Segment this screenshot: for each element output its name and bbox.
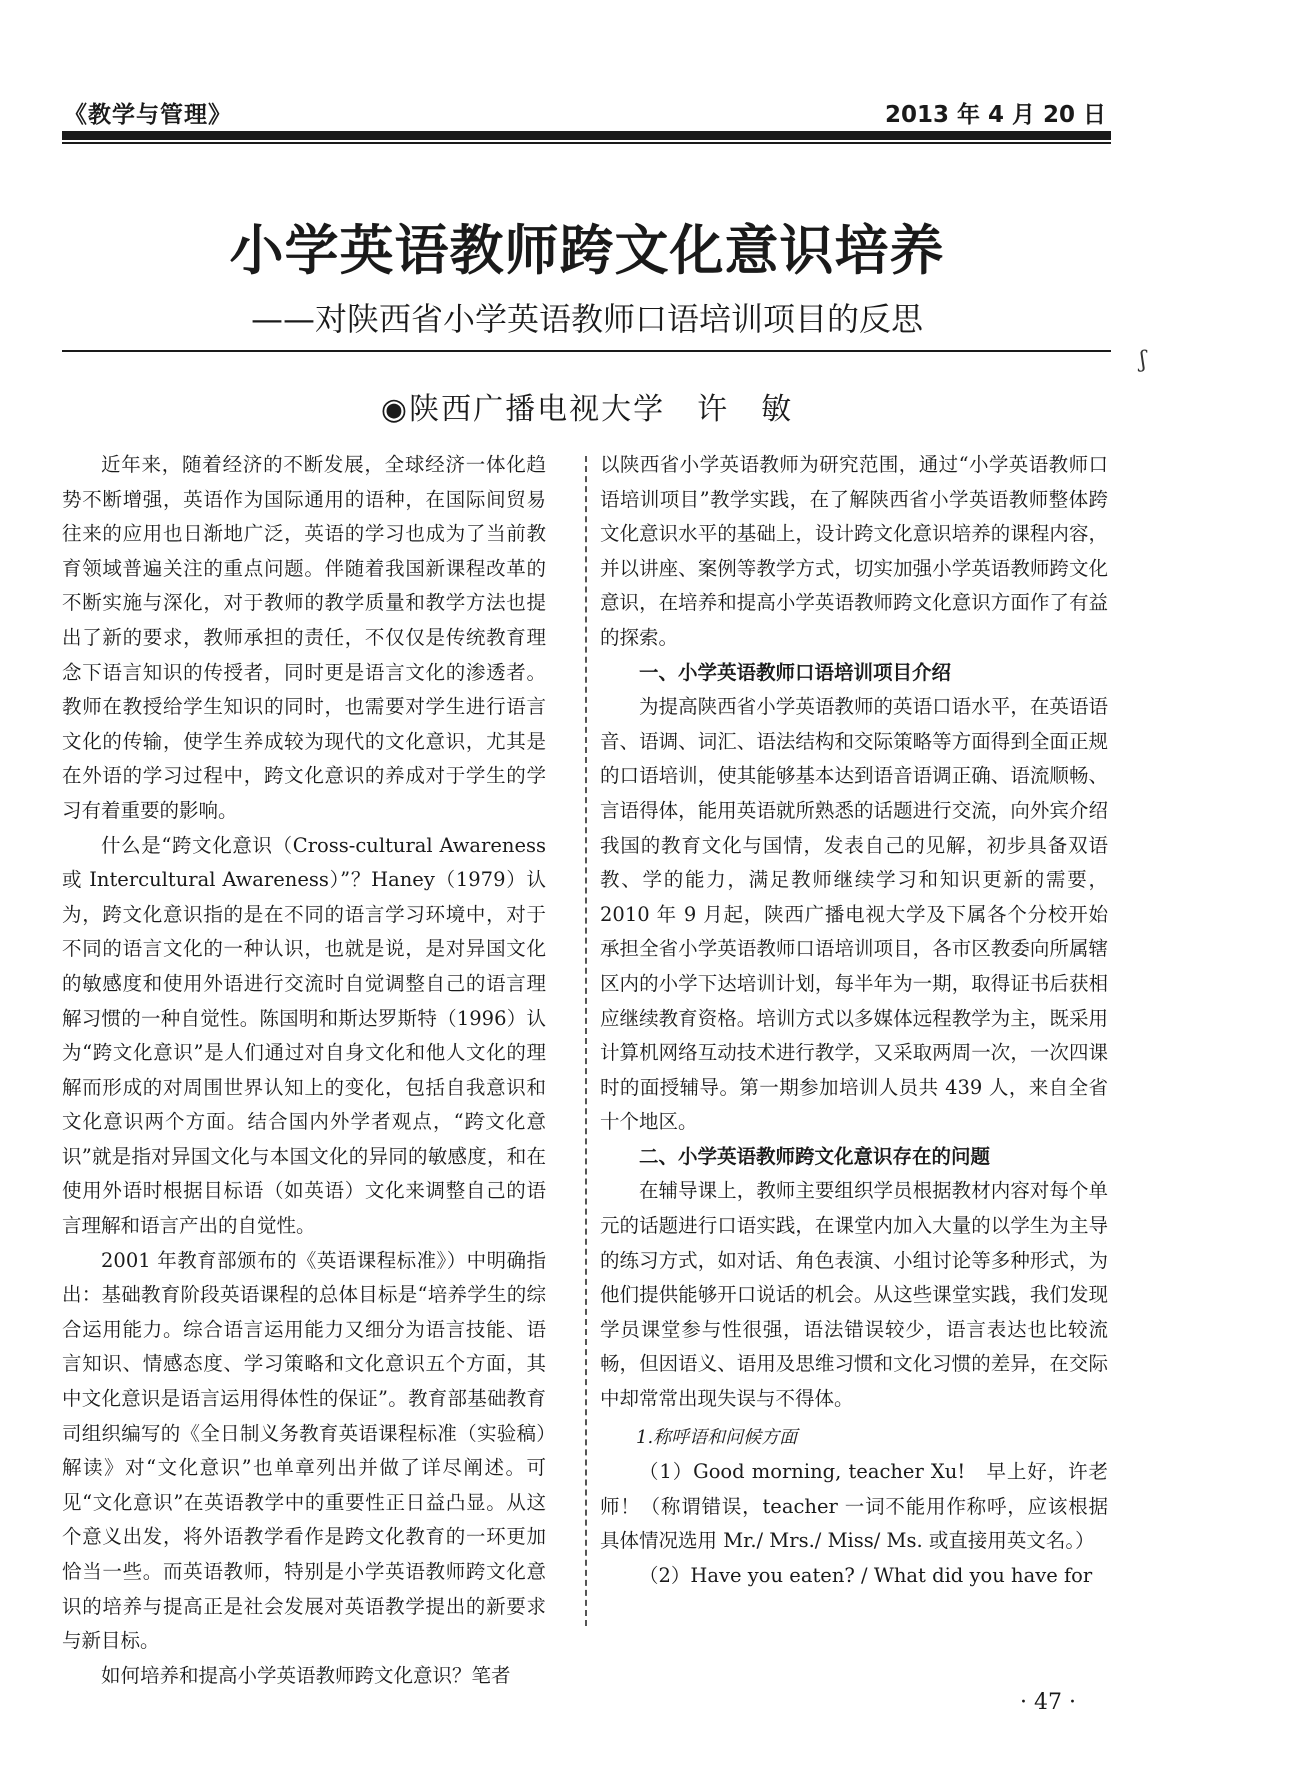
author-line: ◉陕西广播电视大学 许 敏 [380, 392, 794, 427]
page-number: · 47 · [1020, 1690, 1076, 1715]
header-rule-thick [62, 131, 1111, 140]
paragraph: 在辅导课上，教师主要组织学员根据教材内容对每个单元的话题进行口语实践，在课堂内加入大量的以学生为主导的练习方式，如对话、角色表演、小组讨论等多种形式，为他们提供能够开口说话的机会。从这些课堂实践，我们发现学员课堂参与性很强，语法错误较少，语言表达也比较流畅，但因语义、语用及思维习惯和文化习惯的差异，在交际中却常常出现失误与不得体。 [600, 1179, 1108, 1411]
title-rule [62, 350, 1111, 352]
paragraph: 什么是“跨文化意识（Cross-cultural Awareness 或 Intercultural Awareness）”？Haney（1979）认为，跨文化意识指的是在不同的语言学习环境中，对于不同的语言文化的一种认识，也就是说，是对异国文化的敏感度和使用外语进行交流时自觉调整自己的语言理解习惯的一种自觉性。陈国明和斯达罗斯特（1996）认为“跨文化意识”是人们通过对自身文化和他人文化的理解而形成的对周围世界认知上的变化，包括自我意识和文化意识两个方面。结合国内外学者观点，“跨文化意识”就是指对异国文化与本国文化的异同的敏感度，和在使用外语时根据目标语（如英语）文化来调整自己的语言理解和语言产出的自觉性。 [62, 833, 546, 1238]
paragraph: 2001 年教育部颁布的《英语课程标准》）中明确指出：基础教育阶段英语课程的总体目标是“培养学生的综合运用能力。综合语言运用能力又细分为语言技能、语言知识、情感态度、学习策略和文化意识五个方面，其中文化意识是语言运用得体性的保证”。教育部基础教育司组织编写的《全日制义务教育英语课程标准（实验稿）解读》对“文化意识”也单章列出并做了详尽阐述。可见“文化意识”在英语教学中的重要性正日益凸显。从这个意义出发，将外语教学看作是跨文化教育的一环更加恰当一些。而英语教师，特别是小学英语教师跨文化意识的培养与提高正是社会发展对英语教学提出的新要求与新目标。 [62, 1248, 546, 1653]
paragraph: （1）Good morning, teacher Xu! 早上好，许老师！（称谓错误，teacher 一词不能用作称呼，应该根据具体情况选用 Mr./ Mrs./ Miss/ Ms. 或直接用英文名。） [600, 1460, 1108, 1553]
journal-name: 《教学与管理》 [64, 102, 232, 128]
right-column [600, 448, 1108, 1594]
paragraph: 以陕西省小学英语教师为研究范围，通过“小学英语教师口语培训项目”教学实践，在了解陕西省小学英语教师整体跨文化意识水平的基础上，设计跨文化意识培养的课程内容，并以讲座、案例等教学方式，切实加强小学英语教师跨文化意识，在培养和提高小学英语教师跨文化意识方面作了有益的探索。 [600, 453, 1108, 649]
section-heading: 一、小学英语教师口语培训项目介绍 [639, 660, 952, 684]
article-title: 小学英语教师跨文化意识培养 [229, 218, 945, 282]
article-subtitle: ——对陕西省小学英语教师口语培训项目的反思 [250, 300, 923, 338]
stray-mark: ʃ [1140, 348, 1146, 373]
paragraph: 近年来，随着经济的不断发展，全球经济一体化趋势不断增强，英语作为国际通用的语种，在国际间贸易往来的应用也日渐地广泛，英语的学习也成为了当前教育领域普遍关注的重点问题。伴随着我国新课程改革的不断实施与深化，对于教师的教学质量和教学方法也提出了新的要求，教师承担的责任，不仅仅是传统教育理念下语言知识的传授者，同时更是语言文化的渗透者。教师在教授给学生知识的同时，也需要对学生进行语言文化的传输，使学生养成较为现代的文化意识，尤其是在外语的学习过程中，跨文化意识的养成对于学生的学习有着重要的影响。 [62, 453, 546, 822]
column-divider [585, 456, 587, 1626]
header-rule-thin [62, 142, 1111, 144]
paragraph: （2）Have you eaten? / What did you have for [639, 1564, 1093, 1587]
paragraph: 为提高陕西省小学英语教师的英语口语水平，在英语语音、语调、词汇、语法结构和交际策略等方面得到全面正规的口语培训，使其能够基本达到语音语调正确、语流顺畅、言语得体，能用英语就所熟悉的话题进行交流，向外宾介绍我国的教育文化与国情，发表自己的见解，初步具备双语教、学的能力，满足教师继续学习和知识更新的需要，2010 年 9 月起，陕西广播电视大学及下属各个分校开始承担全省小学英语教师口语培训项目，各市区教委向所属辖区内的小学下达培训计划，每半年为一期，取得证书后获相应继续教育资格。培训方式以多媒体远程教学为主，既采用计算机网络互动技术进行教学，又采取两周一次，一次四课时的面授辅导。第一期参加培训人员共 439 人，来自全省十个地区。 [600, 695, 1108, 1134]
section-heading: 二、小学英语教师跨文化意识存在的问题 [639, 1144, 991, 1168]
left-column [62, 448, 546, 1693]
issue-date: 2013 年 4 月 20 日 [884, 102, 1106, 128]
subsection-heading: 1.称呼语和问候方面 [636, 1426, 798, 1448]
paragraph: 如何培养和提高小学英语教师跨文化意识？笔者 [101, 1663, 511, 1687]
